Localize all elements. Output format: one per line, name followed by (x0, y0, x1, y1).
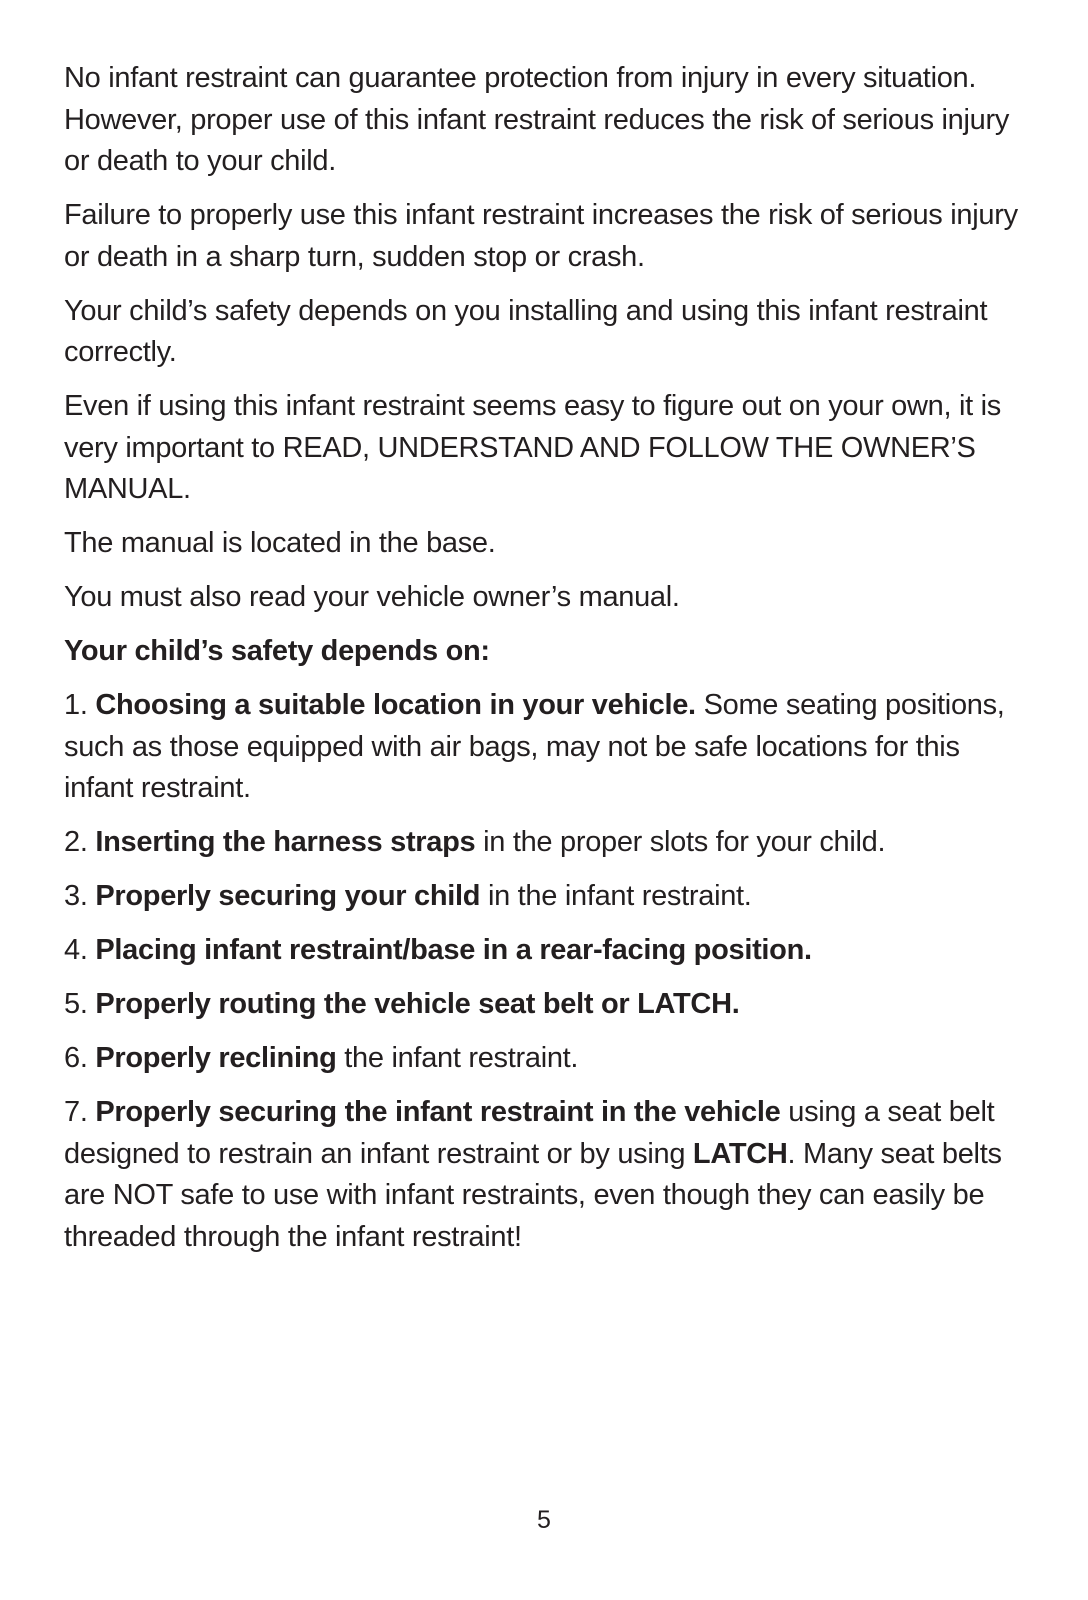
list-item-bold-text: Placing infant restraint/base in a rear-facing position. (95, 934, 812, 966)
list-item-number: 1. (64, 689, 88, 721)
list-item-number: 3. (64, 880, 88, 912)
list-item (64, 984, 1024, 1026)
list-item (64, 1038, 1024, 1080)
page-number: 5 (537, 1506, 551, 1534)
paragraph-manual-location: The manual is located in the base. (64, 527, 496, 559)
list-item (64, 930, 1024, 972)
paragraph-read-manual: Even if using this infant restraint seems easy to figure out on your own, it is very important to READ, UNDERSTAND AND FOLLOW THE OWNER’S MANUAL. (64, 390, 1001, 505)
paragraph-safety-depends: Your child’s safety depends on you installing and using this infant restraint correctly. (64, 294, 988, 368)
list-item-number: 2. (64, 826, 88, 858)
list-item-text: the infant restraint. (336, 1042, 579, 1074)
list-item-bold-text: Choosing a suitable location in your vehicle. (95, 689, 696, 721)
list-item-text: in the proper slots for your child. (475, 826, 886, 858)
list-item-bold-text: Inserting the harness straps (95, 826, 476, 858)
page-content (64, 58, 1024, 1271)
list-item-bold-text: Properly routing the vehicle seat belt or LATCH. (95, 988, 740, 1020)
list-item-bold-text: Properly securing the infant restraint in the vehicle (95, 1096, 781, 1128)
paragraph-failure: Failure to properly use this infant restraint increases the risk of serious injury or death in a sharp turn, sudden stop or crash. (64, 199, 1018, 273)
list-item-text: using a seat belt designed to restrain an infant restraint or by using (64, 1096, 995, 1170)
list-item-bold-text: Properly reclining (95, 1042, 337, 1074)
list-item (64, 685, 1024, 810)
paragraph-vehicle-manual: You must also read your vehicle owner’s manual. (64, 581, 680, 613)
list-item-bold-text: Properly securing your child (95, 880, 481, 912)
list-item-number: 7. (64, 1096, 88, 1128)
list-item-number: 6. (64, 1042, 88, 1074)
list-item-text: in the infant restraint. (480, 880, 752, 912)
list-item-number: 5. (64, 988, 88, 1020)
list-item-text-continued: . Many seat belts are NOT safe to use with infant restraints, even though they can easily be threaded through the infant restraint! (64, 1137, 1002, 1253)
list-item (64, 876, 1024, 918)
list-item-text: Some seating positions, such as those equipped with air bags, may not be safe locations for this infant restraint. (64, 689, 1005, 804)
paragraph-protection: No infant restraint can guarantee protection from injury in every situation. However, proper use of this infant restraint reduces the risk of serious injury or death to your child. (64, 62, 1010, 177)
list-item-bold-text-latch: LATCH (692, 1137, 788, 1170)
section-heading: Your child’s safety depends on: (64, 635, 490, 667)
list-item (64, 1092, 1024, 1258)
list-item (64, 822, 1024, 864)
list-item-number: 4. (64, 934, 88, 966)
